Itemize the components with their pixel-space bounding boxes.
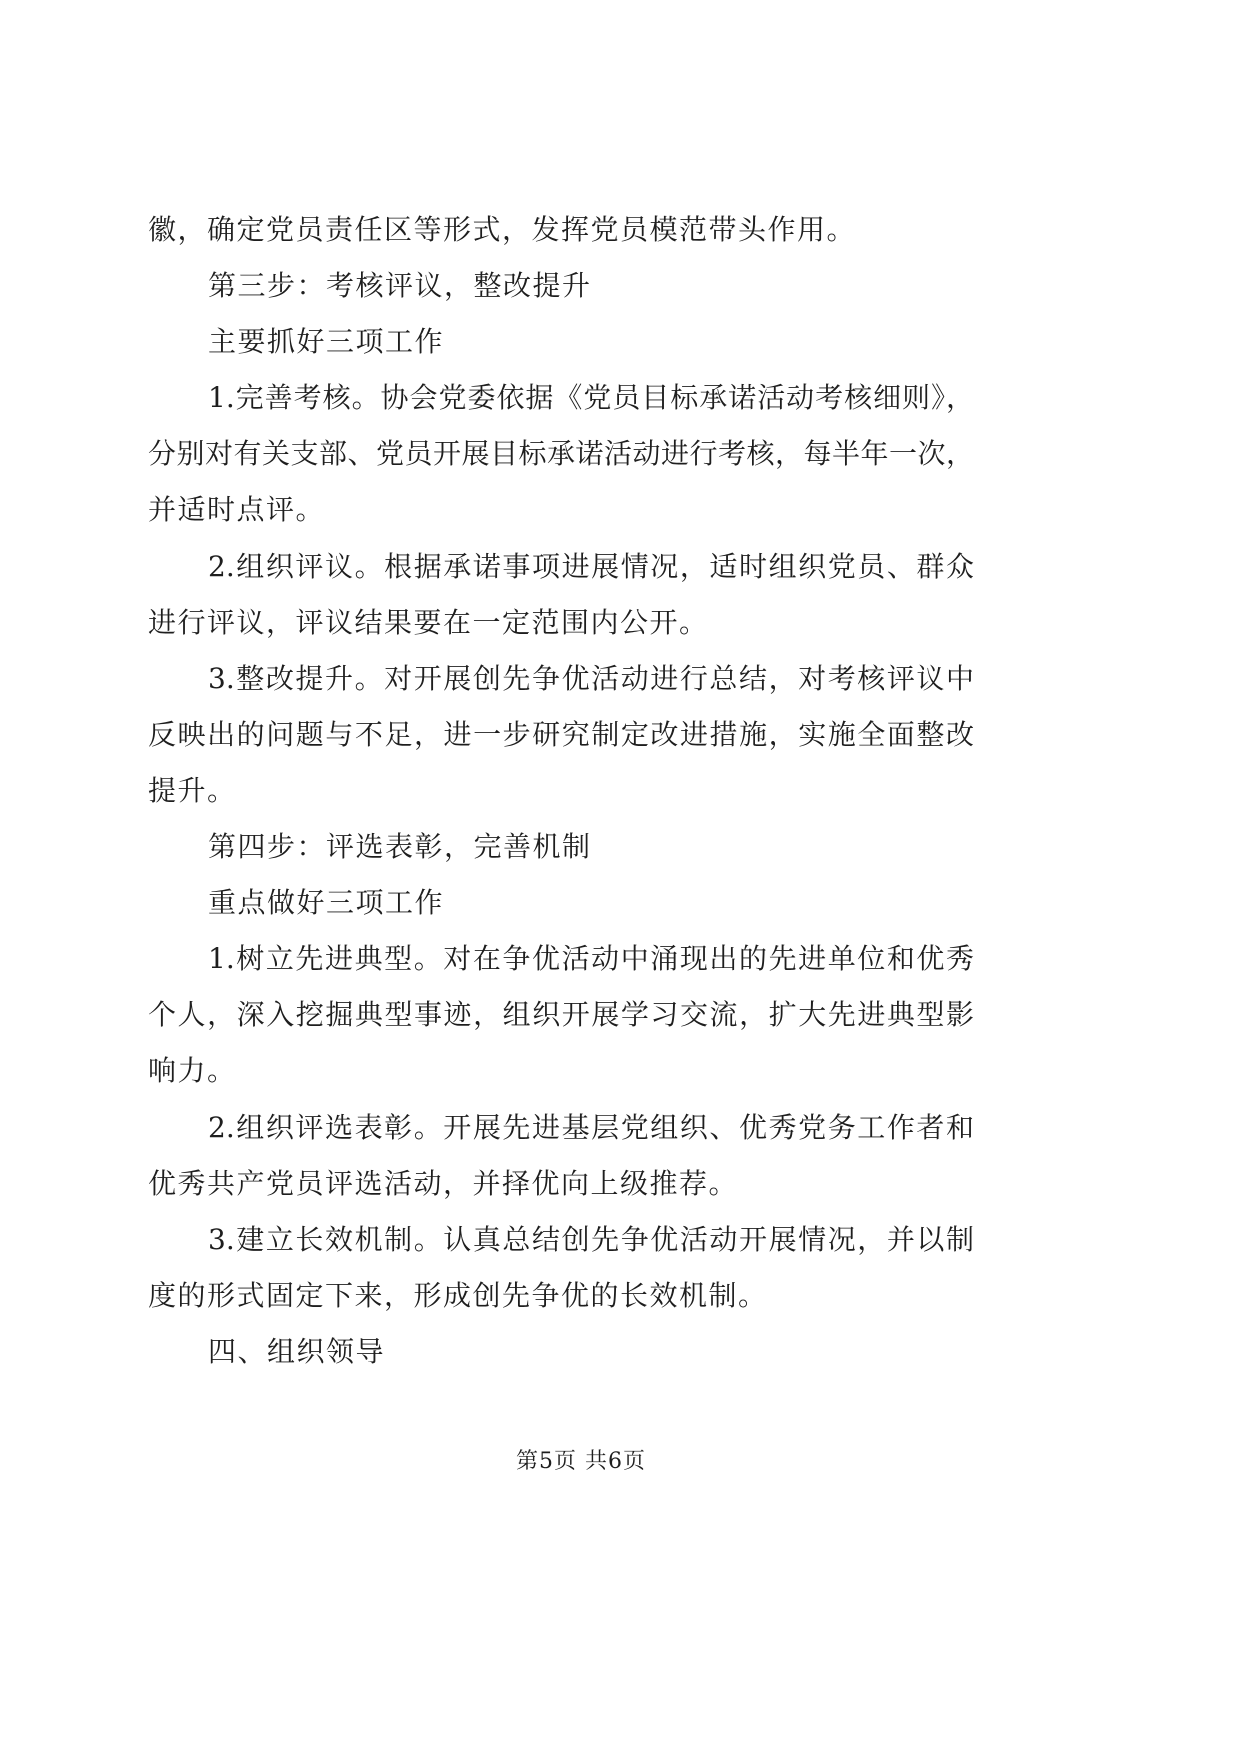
text-line: 1.树立先进典型。对在争优活动中涌现出的先进单位和优秀: [208, 942, 974, 976]
heading-line: 四、组织领导: [208, 1334, 386, 1368]
text-line: 3.整改提升。对开展创先争优活动进行总结，对考核评议中: [208, 661, 974, 695]
heading-line: 第四步：评选表彰，完善机制: [208, 830, 592, 864]
text-line: 分别对有关支部、党员开展目标承诺活动进行考核，每半年一次，: [148, 437, 974, 471]
text-line: 3.建立长效机制。认真总结创先争优活动开展情况，并以制: [208, 1222, 974, 1256]
text-line: 2.组织评议。根据承诺事项进展情况，适时组织党员、群众: [208, 549, 974, 583]
item-improve-assessment: [148, 370, 974, 538]
text-line: 进行评议，评议结果要在一定范围内公开。: [148, 605, 709, 639]
item-selection-commendation: [148, 1100, 974, 1212]
text-line: 个人，深入挖掘典型事迹，组织开展学习交流，扩大先进典型影: [148, 998, 974, 1032]
paragraph-continuation: [148, 202, 974, 258]
item-establish-models: [148, 931, 974, 1099]
item-long-term-mechanism: [148, 1212, 974, 1324]
step-three-heading: [148, 258, 974, 314]
heading-line: 第三步：考核评议，整改提升: [208, 269, 592, 303]
item-rectify-improve: [148, 651, 974, 819]
text-line: 并适时点评。: [148, 493, 326, 527]
text-line: 2.组织评选表彰。开展先进基层党组织、优秀党务工作者和: [208, 1110, 974, 1144]
text-line: 重点做好三项工作: [208, 886, 445, 920]
text-line: 反映出的问题与不足，进一步研究制定改进措施，实施全面整改: [148, 717, 974, 751]
text-line: 1.完善考核。协会党委依据《党员目标承诺活动考核细则》，: [208, 381, 974, 415]
text-line: 徽，确定党员责任区等形式，发挥党员模范带头作用。: [148, 213, 857, 246]
text-line: 度的形式固定下来，形成创先争优的长效机制。: [148, 1278, 768, 1312]
step-four-intro: [148, 875, 974, 931]
text-line: 提升。: [148, 773, 237, 807]
document-body: [148, 202, 974, 1380]
step-four-heading: [148, 819, 974, 875]
page-number-footer: 第5页 共6页: [516, 1449, 646, 1474]
section-four-heading: [148, 1324, 974, 1380]
item-organize-review: [148, 539, 974, 651]
text-line: 优秀共产党员评选活动，并择优向上级推荐。: [148, 1166, 739, 1200]
text-line: 主要抓好三项工作: [208, 325, 445, 359]
step-three-intro: [148, 314, 974, 370]
text-line: 响力。: [148, 1054, 237, 1088]
